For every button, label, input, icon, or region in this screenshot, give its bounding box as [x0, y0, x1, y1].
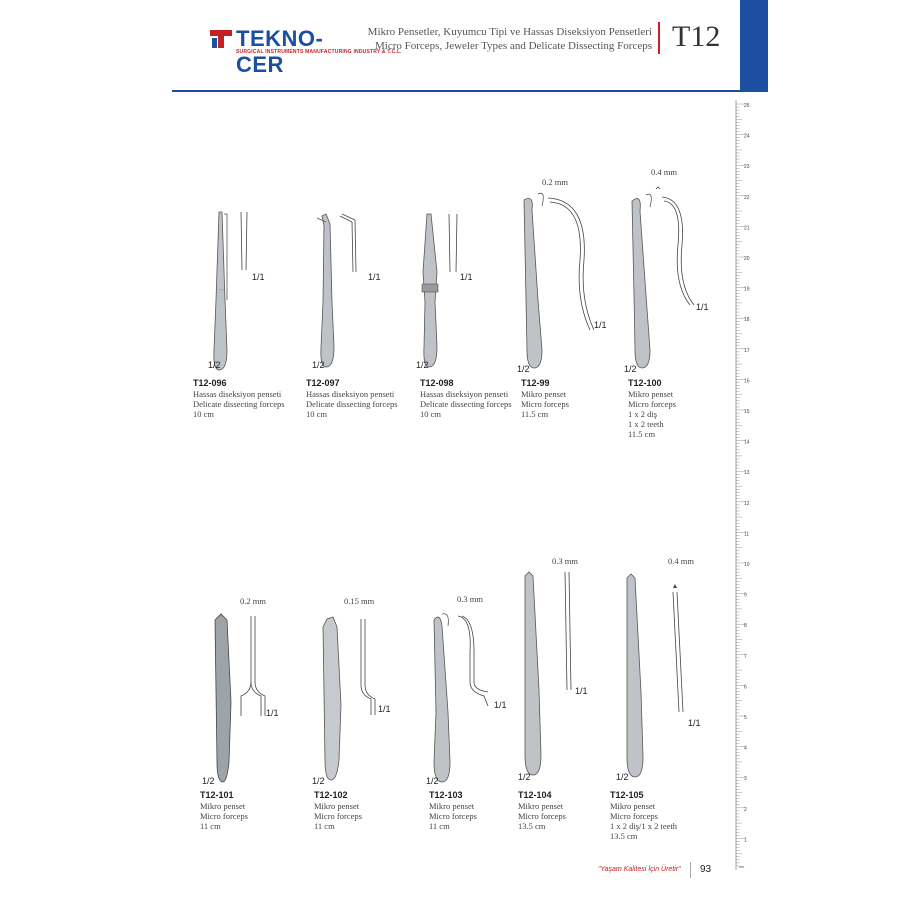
ruler-label: 4 [744, 745, 747, 752]
ruler-label: 15 [744, 409, 750, 415]
ruler-label: 23 [744, 164, 750, 171]
scale-full-t12-096: 1/1 [252, 272, 265, 282]
product-drawing-t12-99 [512, 190, 612, 375]
header-corner-accent [740, 0, 768, 92]
scale-full-t12-99: 1/1 [594, 320, 607, 330]
ruler-label: 20 [744, 256, 750, 262]
product-code: T12-105 [610, 790, 644, 800]
tip-size-t12-103: 0.3 mm [457, 594, 483, 604]
ruler-label: 14 [744, 439, 750, 446]
product-line: Mikro penset [610, 801, 656, 811]
brand-logo-icon [208, 28, 234, 50]
product-line: Mikro penset [521, 389, 567, 399]
scale-half-t12-100: 1/2 [624, 364, 637, 374]
ruler-label: 6 [744, 684, 747, 691]
product-line: Delicate dissecting forceps [306, 399, 398, 409]
product-line: 1 x 2 teeth [628, 419, 664, 429]
product-line: 13.5 cm [518, 821, 546, 831]
scale-full-t12-104: 1/1 [575, 686, 588, 696]
ruler-label: 21 [744, 225, 750, 232]
ruler-label: 18 [744, 317, 750, 324]
product-drawing-t12-105 [615, 572, 705, 782]
product-line: 11 cm [429, 821, 450, 831]
ruler-label: 5 [744, 715, 747, 721]
product-line: Hassas diseksiyon penseti [193, 389, 282, 399]
tip-size-t12-104: 0.3 mm [552, 556, 578, 566]
scale-full-t12-102: 1/1 [378, 704, 391, 714]
ruler-label: 13 [744, 470, 750, 477]
product-line: 11 cm [314, 821, 335, 831]
scale-half-t12-102: 1/2 [312, 776, 325, 786]
page-title-en: Micro Forceps, Jeweler Types and Delicate Dissecting Forceps [374, 40, 652, 52]
product-code: T12-99 [521, 378, 550, 388]
tip-size-t12-100: 0.4 mm [651, 167, 677, 177]
ruler-label: 12 [744, 500, 750, 507]
ruler-label: 11 [744, 531, 750, 538]
product-line: Hassas diseksiyon penseti [420, 389, 509, 399]
scale-full-t12-101: 1/1 [266, 708, 279, 718]
product-code: T12-101 [200, 790, 234, 800]
ruler-label: 1 [744, 837, 747, 844]
product-line: Mikro penset [429, 801, 475, 811]
product-line: Micro forceps [200, 811, 248, 821]
product-line: 11.5 cm [628, 429, 656, 439]
ruler-label: 17 [744, 347, 750, 354]
scale-half-t12-096: 1/2 [208, 360, 221, 370]
product-code: T12-098 [420, 378, 454, 388]
scale-half-t12-99: 1/2 [517, 364, 530, 374]
scale-full-t12-098: 1/1 [460, 272, 473, 282]
product-line: Mikro penset [628, 389, 674, 399]
product-line: Mikro penset [200, 801, 246, 811]
header-rule [172, 90, 768, 92]
scale-full-t12-100: 1/1 [696, 302, 709, 312]
ruler-label: 19 [744, 286, 750, 293]
product-line: Mikro penset [518, 801, 564, 811]
tip-size-t12-102: 0.15 mm [344, 596, 375, 606]
product-t12-096 [193, 378, 303, 419]
product-line: Delicate dissecting forceps [420, 399, 512, 409]
product-t12-99 [521, 378, 631, 419]
product-line: Micro forceps [314, 811, 362, 821]
scale-half-t12-105: 1/2 [616, 772, 629, 782]
product-code: T12-103 [429, 790, 463, 800]
product-drawing-t12-098 [415, 212, 485, 372]
ruler-label: 10 [744, 562, 750, 568]
product-t12-097 [306, 378, 416, 419]
ruler-label: 9 [744, 592, 747, 599]
product-t12-102 [314, 790, 424, 831]
scale-half-t12-098: 1/2 [416, 360, 429, 370]
scale-half-t12-104: 1/2 [518, 772, 531, 782]
product-line: 1 x 2 diş/1 x 2 teeth [610, 821, 678, 831]
ruler-label: 7 [744, 653, 747, 660]
product-line: Micro forceps [429, 811, 477, 821]
brand-name: TEKNO-CER [236, 26, 324, 77]
product-drawing-t12-102 [315, 615, 395, 785]
product-t12-101 [200, 790, 310, 831]
product-code: T12-102 [314, 790, 348, 800]
product-t12-098 [420, 378, 530, 419]
scale-full-t12-103: 1/1 [494, 700, 507, 710]
ruler-label: 25 [744, 103, 750, 109]
product-code: T12-104 [518, 790, 552, 800]
title-divider [658, 22, 660, 54]
ruler-label: 2 [744, 806, 747, 813]
product-drawing-t12-096 [205, 210, 275, 375]
product-line: 10 cm [420, 409, 442, 419]
tip-size-t12-99: 0.2 mm [542, 177, 568, 187]
ruler-unit: cm [739, 864, 745, 869]
scale-full-t12-105: 1/1 [688, 718, 701, 728]
scale-half-t12-103: 1/2 [426, 776, 439, 786]
product-drawing-t12-097 [312, 212, 382, 372]
ruler-label: 3 [744, 776, 747, 783]
section-code: T12 [672, 20, 721, 53]
scale-full-t12-097: 1/1 [368, 272, 381, 282]
product-line: Micro forceps [521, 399, 569, 409]
brand-logo [208, 26, 402, 77]
product-t12-105 [610, 790, 720, 841]
product-code: T12-097 [306, 378, 340, 388]
product-code: T12-100 [628, 378, 662, 388]
product-line: 1 x 2 diş [628, 409, 658, 419]
product-t12-100 [628, 378, 738, 439]
ruler-label: 22 [744, 194, 750, 201]
tip-size-t12-105: 0.4 mm [668, 556, 694, 566]
ruler-label: 16 [744, 378, 750, 385]
page-number: 93 [700, 864, 712, 875]
brand-tagline: SURGICAL INSTRUMENTS MANUFACTURING INDUSTRY & T.C.L. [236, 49, 402, 55]
measurement-ruler [734, 100, 754, 870]
product-line: Micro forceps [628, 399, 676, 409]
product-line: 10 cm [193, 409, 215, 419]
product-line: 13.5 cm [610, 831, 638, 841]
product-line: Micro forceps [518, 811, 566, 821]
product-line: Delicate dissecting forceps [193, 399, 285, 409]
product-drawing-t12-100 [620, 185, 720, 375]
product-line: 10 cm [306, 409, 328, 419]
product-drawing-t12-101 [205, 612, 285, 787]
footer-divider [690, 862, 691, 878]
product-line: Micro forceps [610, 811, 658, 821]
ruler-label: 8 [744, 623, 747, 630]
scale-half-t12-097: 1/2 [312, 360, 325, 370]
product-line: 11 cm [200, 821, 221, 831]
product-drawing-t12-104 [515, 570, 595, 780]
product-line: 11.5 cm [521, 409, 549, 419]
footer-slogan: "Yaşam Kalitesi İçin Üretir" [598, 866, 681, 873]
tip-size-t12-101: 0.2 mm [240, 596, 266, 606]
product-line: Mikro penset [314, 801, 360, 811]
scale-half-t12-101: 1/2 [202, 776, 215, 786]
product-code: T12-096 [193, 378, 227, 388]
page-title-tr: Mikro Pensetler, Kuyumcu Tipi ve Hassas Diseksiyon Pensetleri [367, 26, 652, 38]
ruler-label: 24 [744, 133, 750, 140]
product-line: Hassas diseksiyon penseti [306, 389, 395, 399]
